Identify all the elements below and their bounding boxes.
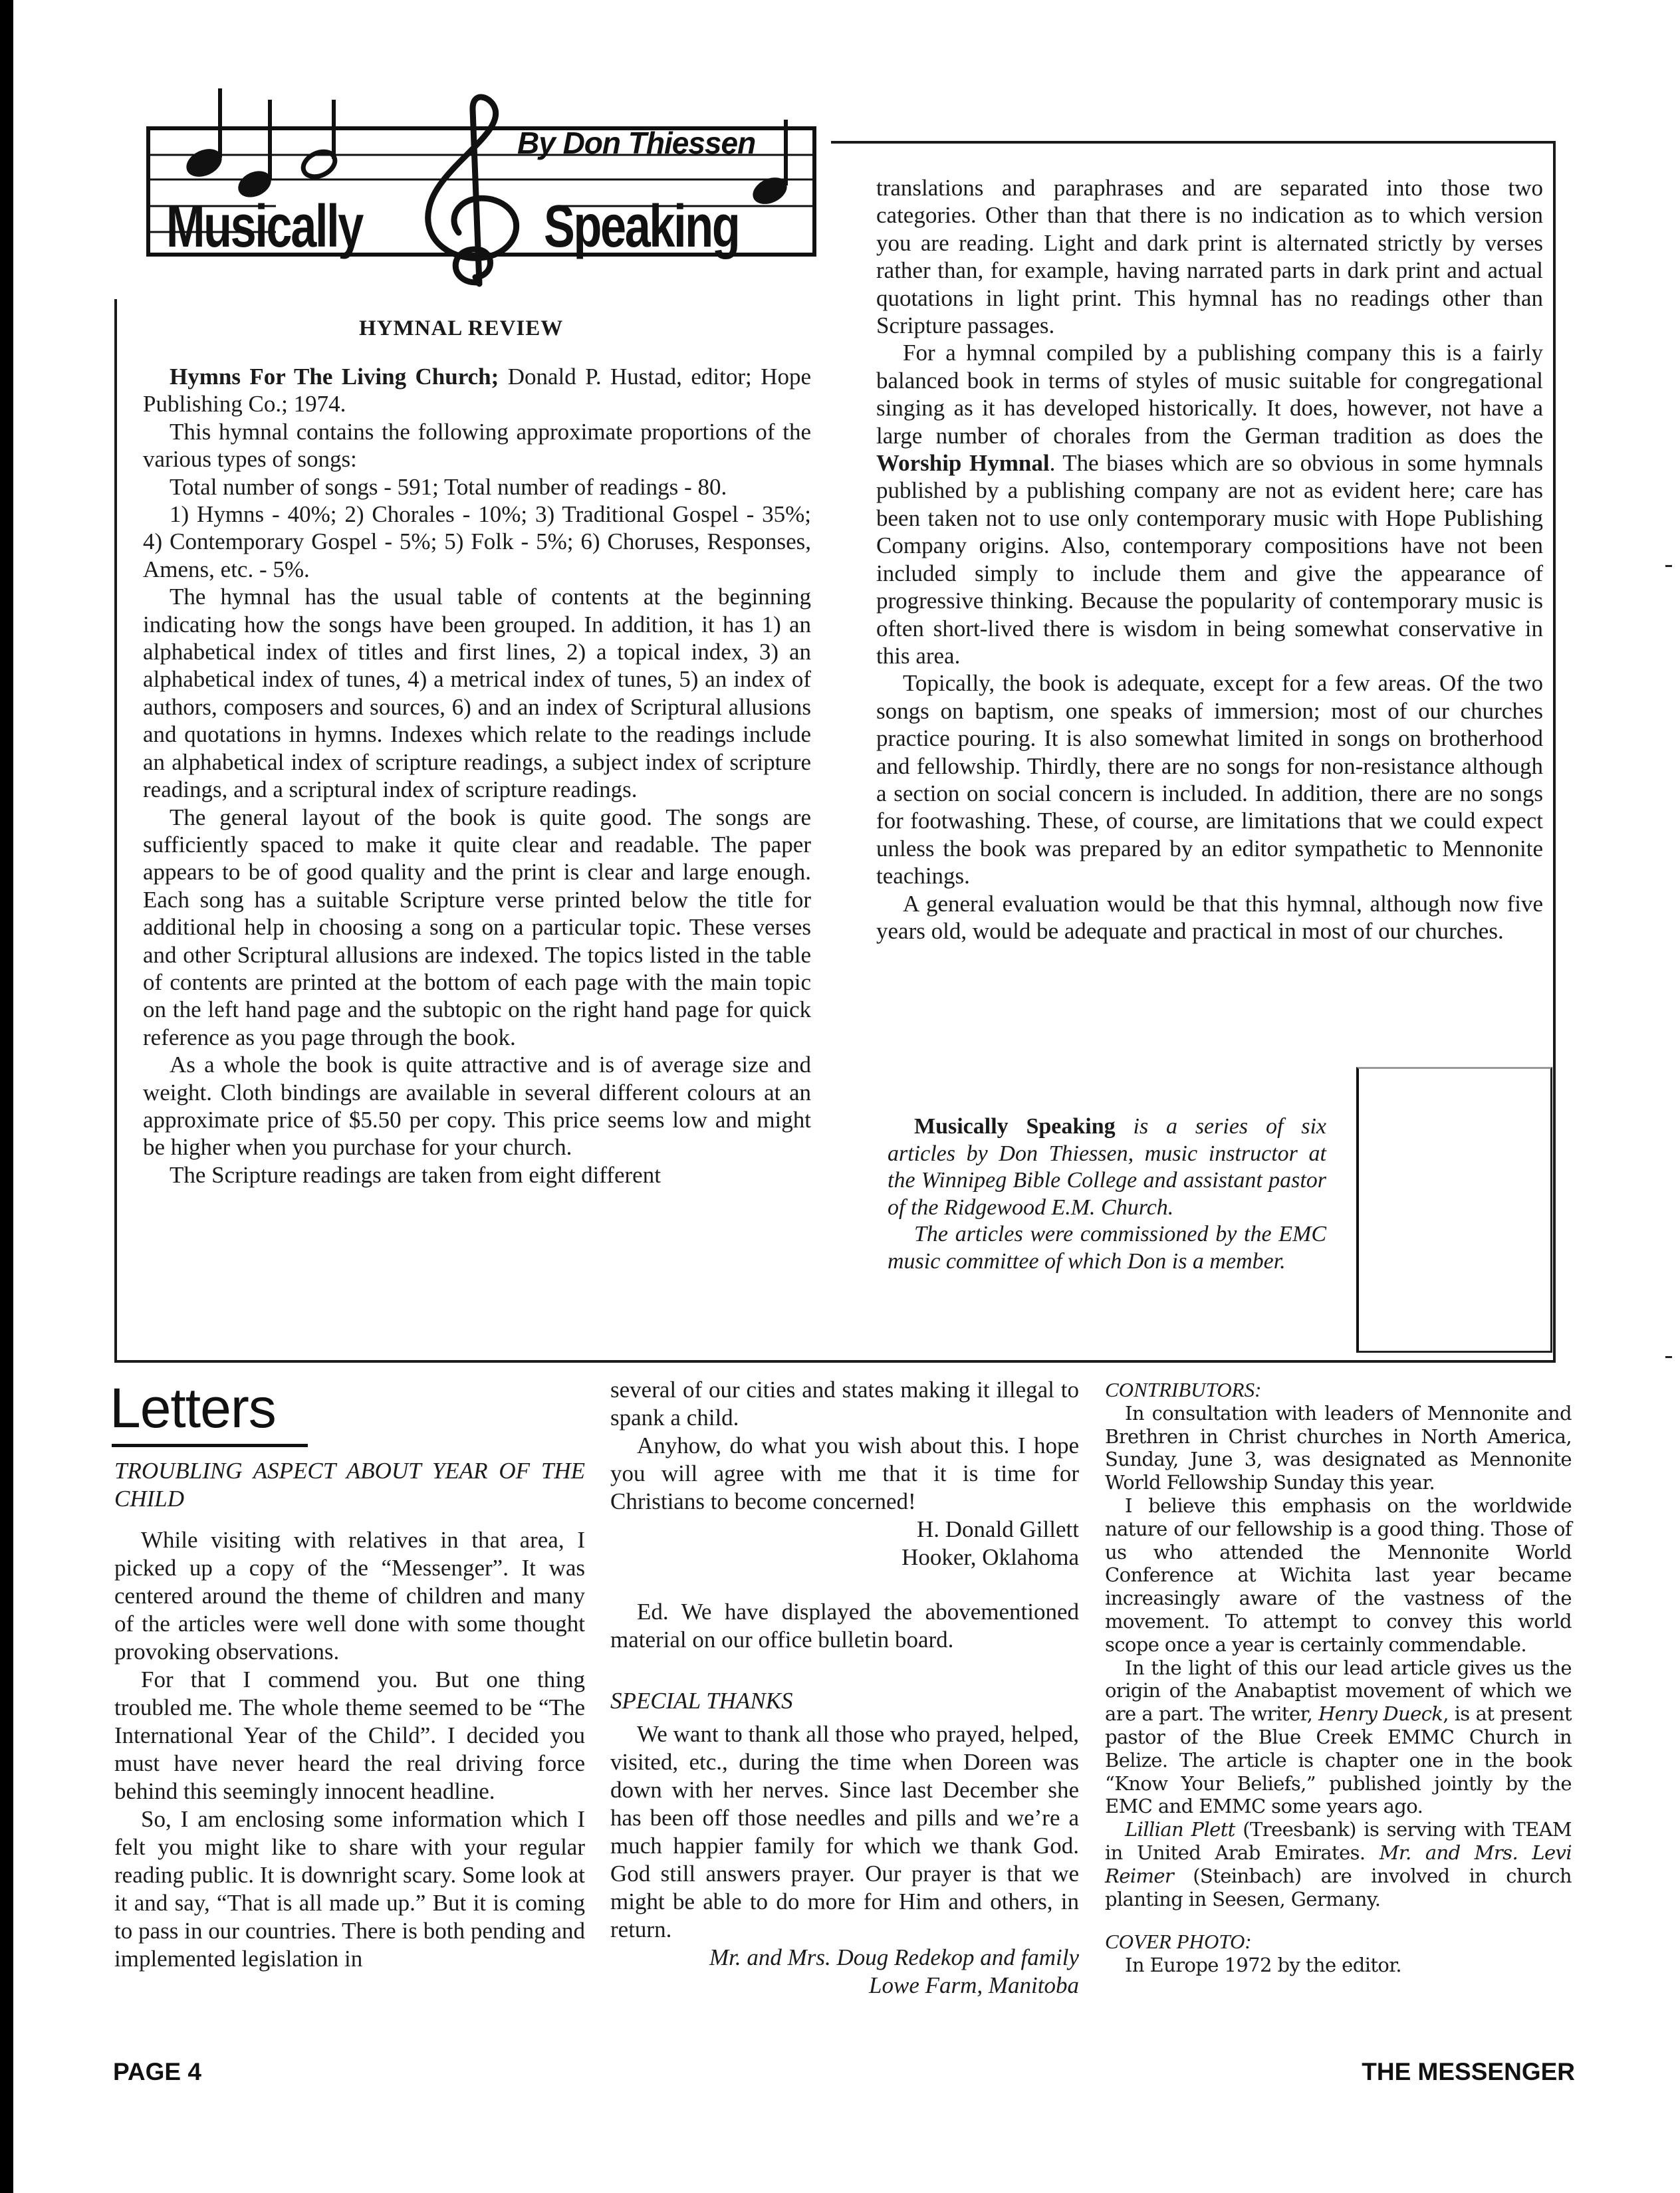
paragraph: A general evaluation would be that this hymnal, although now five years old, would be adequate and practical in most of our churches. <box>876 890 1543 944</box>
section-heading: COVER PHOTO: <box>1105 1930 1252 1954</box>
paragraph: Anyhow, do what you wish about this. I hope you will agree with me that it is time for Christians to become concerned! <box>610 1433 1079 1514</box>
paragraph: We want to thank all those who prayed, helped, visited, etc., during the time when Doreen was down with her nerves. Since last December she has been off those needles and pills and we’re a much happier family for which we thank God. God still answers prayer. Our prayer is that we might be able to do more for Him and others, in return. <box>610 1721 1079 1942</box>
review-column-2 <box>876 174 1543 945</box>
author-photo-frame <box>1356 1067 1552 1353</box>
paragraph: For that I commend you. But one thing troubled me. The whole theme seemed to be “The International Year of the Child”. I decided you must have never heard the real driving force behind this seemingly innocent headline. <box>114 1667 585 1804</box>
person-name: Henry Dueck <box>1318 1702 1443 1726</box>
paragraph <box>143 363 811 418</box>
paragraph: The articles were commissioned by the EMC music committee of which Don is a member. <box>888 1222 1326 1274</box>
letter-heading: SPECIAL THANKS <box>610 1688 793 1714</box>
paragraph: I believe this emphasis on the worldwide nature of our fellowship is a good thing. Those of us who attended the Mennonite World Conference at Wichita last year became increasingly aware of the vastness of the movement. To attempt to convey this world scope once a year is certainly commendable. <box>1105 1494 1572 1656</box>
text: In the light of this our lead article gives us the origin of the Anabaptist movement of which we are a part. The writer, <box>1105 1656 1572 1726</box>
paragraph: In Europe 1972 by the editor. <box>1125 1954 1401 1977</box>
book-title: Hymns For The Living Church; <box>170 364 499 390</box>
signature-name: H. Donald Gillett <box>917 1516 1079 1542</box>
text: , is at present pastor of the Blue Creek EMMC Church in Belize. The article is chapter one in the book “Know Your Beliefs,” published jointly by the EMC and EMMC some years ago. <box>1105 1702 1572 1818</box>
paragraph: In consultation with leaders of Mennonite and Brethren in Christ churches in North America, Sunday, June 3, was designated as Mennonite World Fellowship Sunday this year. <box>1105 1401 1572 1494</box>
paragraph <box>1105 1818 1572 1910</box>
paragraph: So, I am enclosing some information which I felt you might like to share with your regular reading public. It is downright scary. Some look at it and say, “That is all made up.” But it is coming to pass in our countries. There is both pending and implemented legislation in <box>114 1806 585 1972</box>
paragraph <box>876 339 1543 669</box>
text: (Treesbank) is serving with TEAM in United Arab Emirates. <box>1105 1818 1572 1864</box>
signature-place: Hooker, Oklahoma <box>901 1544 1079 1570</box>
signature-place: Lowe Farm, Manitoba <box>869 1972 1079 1998</box>
paragraph: The hymnal has the usual table of contents at the beginning indicating how the songs have been grouped. In addition, it has 1) an alphabetical index of titles and first lines, 2) a topical index, 3) an alphabetical index of tunes, 4) a metrical index of tunes, 5) an index of authors, composers and sources, 6) and an index of Scriptural allusions and quotations in hymns. Indexes which relate to the readings include an alphabetical index of scripture readings, a subject index of scripture readings, and a scriptural index of scripture readings. <box>143 584 811 803</box>
paragraph: several of our cities and states making it illegal to spank a child. <box>610 1377 1079 1431</box>
paragraph <box>1105 1657 1572 1819</box>
paragraph: As a whole the book is quite attractive and is of average size and weight. Cloth bindings are available in several different colours at an approximate price of $5.50 per copy. This price seems low and might be higher when you purchase for your church. <box>143 1052 811 1161</box>
series-note <box>888 1113 1326 1275</box>
review-column-1 <box>143 363 811 1189</box>
series-title: Musically Speaking <box>914 1114 1116 1139</box>
signature-name: Mr. and Mrs. Doug Redekop and family <box>709 1944 1079 1970</box>
text: (Steinbach) are involved in church planting in Seesen, Germany. <box>1105 1864 1572 1910</box>
person-name: Lillian Plett <box>1125 1818 1235 1841</box>
scan-mark <box>1665 1356 1672 1358</box>
letters-column-1 <box>114 1457 585 1973</box>
musically-speaking-logo <box>103 83 828 296</box>
paragraph: Topically, the book is adequate, except for a few areas. Of the two songs on baptism, one speaks of immersion; most of our churches practice pouring. It is also somewhat limited in songs on brotherhood and fellowship. Thirdly, there are no songs for non-resistance although a section on social concern is included. In addition, there are no songs for footwashing. These, of course, are limitations that we could expect unless the book was prepared by an editor sympathetic to Mennonite teachings. <box>876 670 1543 889</box>
person-name: Mr. and Mrs. Levi Reimer <box>1105 1841 1572 1887</box>
paragraph: 1) Hymns - 40%; 2) Chorales - 10%; 3) Traditional Gospel - 35%; 4) Contemporary Gospel - 5%; 5) Folk - 5%; 6) Choruses, Responses, Amens, etc. - 5%. <box>143 501 811 582</box>
letters-title: Letters <box>110 1377 276 1439</box>
letter-heading: TROUBLING ASPECT ABOUT YEAR OF THE CHILD <box>114 1458 585 1512</box>
editor-note: Ed. We have displayed the abovementioned material on our office bulletin board. <box>610 1599 1079 1653</box>
hymnal-review-heading: HYMNAL REVIEW <box>359 316 564 340</box>
paragraph: This hymnal contains the following approximate proportions of the various types of songs: <box>143 418 811 473</box>
byline: By Don Thiessen <box>517 126 756 160</box>
book-title: Worship Hymnal <box>876 450 1050 477</box>
publication-name: THE MESSENGER <box>1362 2058 1575 2085</box>
scan-mark <box>1665 565 1672 567</box>
section-heading: CONTRIBUTORS: <box>1105 1378 1262 1401</box>
page-number: PAGE 4 <box>113 2058 201 2085</box>
text: Donald P. Hustad, editor; Hope Publishing Co.; 1974. <box>143 364 812 417</box>
header-title-left: Musically <box>166 193 362 260</box>
paragraph: translations and paraphrases and are separated into those two categories. Other than that there is no indication as to which version you are reading. Light and dark print is alternated strictly by verses rather than, for example, having narrated parts in dark print and actual quotations in light print. This hymnal has no readings other than Scripture passages. <box>876 175 1543 339</box>
paragraph: The Scripture readings are taken from eight different <box>170 1161 661 1188</box>
letters-column-3 <box>1105 1379 1572 1977</box>
paragraph: While visiting with relatives in that area, I picked up a copy of the “Messenger”. It was centered around the theme of children and many of the articles were well done with some thought provoking observations. <box>114 1527 585 1665</box>
paragraph: The general layout of the book is quite good. The songs are sufficiently spaced to make it quite clear and readable. The paper appears to be of good quality and the print is clear and large enough. Each song has a suitable Scripture verse printed below the title for additional help in choosing a song on a particular topic. These verses and other Scriptural allusions are indexed. The topics listed in the table of contents are printed at the bottom of each page with the main topic on the left hand page and the subtopic on the right hand page for quick reference as you page through the book. <box>143 804 811 1050</box>
text: . The biases which are so obvious in some hymnals published by a publishing company are not as evident here; care has been taken not to use only contemporary music with Hope Publishing Company origins. Also, contemporary compositions have not been included simply to include them and give the appearance of progressive thinking. Because the popularity of contemporary music is often short-lived there is wisdom in being somewhat conservative in this area. <box>876 450 1544 669</box>
title-underline <box>112 1444 308 1447</box>
letters-column-2 <box>610 1376 1079 2000</box>
paragraph: Total number of songs - 591; Total number of readings - 80. <box>170 473 727 500</box>
paragraph <box>888 1113 1326 1221</box>
scan-edge <box>0 0 13 2193</box>
text: For a hymnal compiled by a publishing company this is a fairly balanced book in terms of styles of music suitable for congregational singing as it has developed historically. It does, however, not have a large number of chorales from the German tradition as does the <box>876 340 1543 449</box>
text: is a series of six articles by Don Thiessen, music instructor at the Winnipeg Bible College and assistant pastor of the Ridgewood E.M. Church. <box>888 1114 1327 1220</box>
header-title-right: Speaking <box>544 193 739 260</box>
